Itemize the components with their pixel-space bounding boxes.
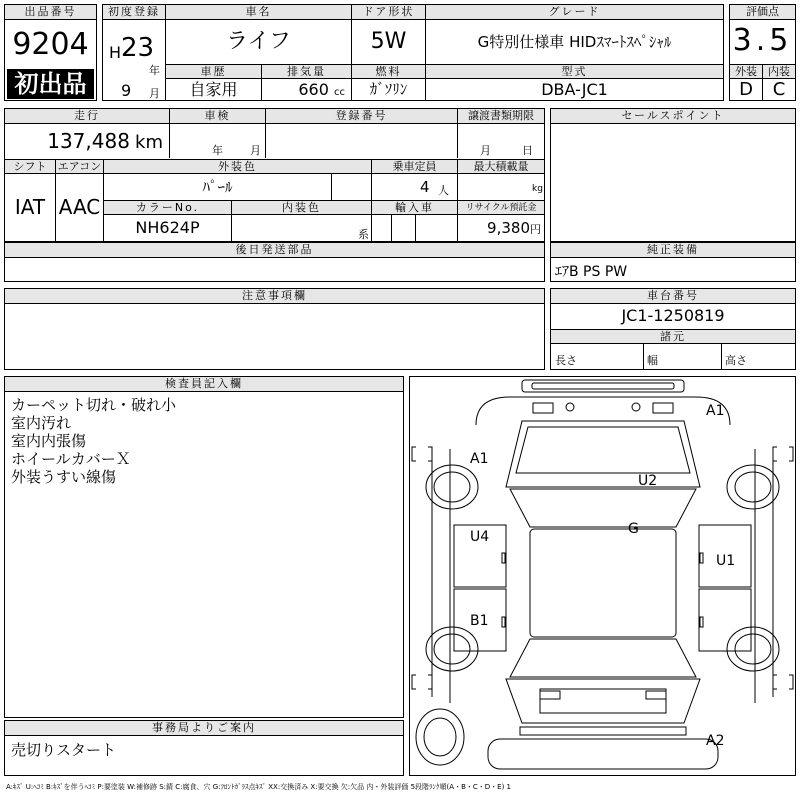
inspector-line: カーペット切れ・破れ小 — [11, 396, 177, 414]
equipment-list: ｴｱB PS PW — [555, 264, 628, 280]
chassis-number: JC1-1250819 — [621, 306, 725, 325]
exterior-color: ﾊﾟｰﾙ — [103, 174, 331, 200]
top-table — [102, 4, 724, 101]
equipment — [550, 242, 796, 282]
int-label: 内装 — [762, 64, 795, 79]
inspector-line: 室内汚れ — [11, 414, 72, 432]
shift: IAT — [14, 195, 46, 219]
displacement — [261, 79, 351, 100]
inspect-label: 車検 — [169, 109, 265, 124]
sales-points-label: セールスポイント — [551, 109, 795, 124]
regno-label: 登録番号 — [265, 109, 457, 124]
sales-points — [550, 108, 796, 242]
office-notice — [4, 720, 404, 776]
mileage-value: 137,488 — [47, 129, 130, 153]
notes-label: 注意事項欄 — [5, 289, 544, 304]
color-label: 外装色 — [103, 159, 371, 174]
inspector-line: ホイールカバーＸ — [11, 450, 131, 468]
inspect-cell — [169, 124, 265, 158]
reg-month: 9 — [121, 81, 132, 100]
chassis-label: 車台番号 — [551, 289, 795, 304]
later-parts — [4, 242, 545, 282]
import-label: 輸入車 — [371, 200, 457, 215]
door-type: 5W — [351, 20, 425, 64]
inspect-year-unit: 年 — [212, 144, 223, 157]
damage-mark: G — [628, 521, 639, 537]
recycle-cell — [457, 215, 544, 241]
history: 自家用 — [165, 79, 261, 100]
seats-unit: 人 — [438, 184, 449, 197]
mileage-label: 走行 — [5, 109, 169, 124]
width-label: 幅 — [647, 354, 658, 367]
transfer-cell — [457, 124, 544, 158]
disp-value: 660 — [298, 80, 329, 99]
legend: A:ｷｽﾞ U:ﾍｺﾐ B:ｷｽﾞを伴うﾍｺﾐ P:要塗装 W:補修跡 S:錆 C:腐食、穴 G:ﾌﾛﾝﾄｶﾞﾗｽ点ｷｽﾞ XX:交換済み X:要交換 欠:欠品 内・外装評価 5段階ﾗﾝｸ順(A・B・C・D・E) 1 — [6, 783, 511, 791]
fuel: ｶﾞｿﾘﾝ — [351, 79, 425, 100]
recycle-label: リサイクル預託金 — [457, 200, 544, 215]
score-box — [729, 4, 796, 101]
inspector-label: 検査員記入欄 — [5, 377, 403, 392]
chassis — [550, 288, 796, 370]
model-code: DBA-JC1 — [425, 79, 723, 100]
model-label: 型式 — [425, 64, 723, 79]
height-label: 高さ — [725, 354, 747, 367]
year-unit: 年 — [149, 64, 160, 77]
office-text: 売切りスタート — [11, 741, 117, 759]
history-label: 車歴 — [165, 64, 261, 79]
recycle-unit: 円 — [530, 223, 541, 236]
score-label: 評価点 — [730, 5, 795, 20]
score-value: 3.5 — [732, 23, 793, 58]
seats-cell — [371, 174, 457, 200]
month-unit: 月 — [149, 87, 160, 100]
car-name: ライフ — [165, 20, 351, 64]
damage-mark: U1 — [716, 553, 736, 569]
transfer-label: 譲渡書類期限 — [457, 109, 544, 124]
later-parts-label: 後日発送部品 — [5, 243, 544, 258]
lot-box — [4, 4, 97, 101]
disp-label: 排気量 — [261, 64, 351, 79]
dims-div-1 — [643, 344, 644, 369]
transfer-day-unit: 日 — [522, 144, 533, 157]
equipment-label: 純正装備 — [551, 243, 795, 258]
disp-unit: cc — [334, 87, 345, 98]
damage-diagram — [409, 376, 796, 776]
load-label: 最大積載量 — [457, 159, 544, 174]
ac-label: エアコン — [55, 159, 103, 174]
name-label: 車名 — [165, 5, 351, 20]
first-listing-badge: 初出品 — [7, 69, 94, 99]
import-cell-c — [415, 215, 457, 241]
damage-mark: A1 — [706, 403, 725, 419]
office-label: 事務局よりご案内 — [5, 721, 403, 736]
intcolor-cell — [231, 215, 371, 241]
load-cell — [457, 174, 544, 200]
mileage — [5, 124, 169, 158]
damage-mark: A1 — [470, 451, 489, 467]
length-label: 長さ — [555, 354, 577, 367]
door-label: ドア形状 — [351, 5, 425, 20]
shift-label: シフト — [5, 159, 55, 174]
damage-marks — [470, 403, 735, 749]
seats-label: 乗車定員 — [371, 159, 457, 174]
inspector-lines — [11, 396, 176, 486]
damage-mark: B1 — [470, 613, 489, 629]
inspector-line: 室内内張傷 — [11, 432, 87, 450]
ext-label: 外装 — [730, 64, 762, 79]
import-cell-a — [371, 215, 391, 241]
fuel-label: 燃料 — [351, 64, 425, 79]
damage-mark: U2 — [638, 473, 658, 489]
color-spacer — [331, 174, 371, 200]
recycle-value: 9,380 — [487, 219, 530, 237]
seats-value: 4 — [420, 178, 430, 196]
reg-label: 初度登録 — [103, 5, 165, 20]
intcolor-unit: 系 — [358, 228, 369, 241]
reg-year: 23 — [121, 33, 155, 63]
grade-label: グレード — [425, 5, 723, 20]
intcolor-label: 内装色 — [231, 200, 371, 215]
damage-mark: U4 — [470, 529, 490, 545]
mileage-unit: km — [135, 132, 163, 153]
int-score: C — [762, 79, 795, 100]
inspector-line: 外装うすい線傷 — [11, 468, 117, 486]
grade: G特別仕様車 HIDｽﾏｰﾄｽﾍﾟｼｬﾙ — [425, 20, 723, 64]
damage-mark: A2 — [706, 733, 725, 749]
load-unit: kg — [532, 184, 543, 194]
regno-cell — [265, 124, 457, 158]
ext-score: D — [739, 79, 753, 100]
lot-number: 9204 — [12, 27, 89, 62]
colorno-label: カラーNo. — [103, 200, 231, 215]
aircon: AAC — [55, 174, 103, 241]
lot-label: 出品番号 — [5, 5, 96, 20]
inspect-month-unit: 月 — [250, 144, 261, 157]
import-cell-b — [391, 215, 415, 241]
transfer-month-unit: 月 — [480, 144, 491, 157]
color-number: NH624P — [103, 215, 231, 241]
era: H — [109, 43, 122, 62]
dims-div-2 — [721, 344, 722, 369]
car-outline — [410, 377, 795, 775]
inspector-notes — [4, 376, 404, 718]
vehicle-details — [4, 108, 545, 242]
notes — [4, 288, 545, 370]
dims-label: 諸元 — [551, 329, 795, 344]
